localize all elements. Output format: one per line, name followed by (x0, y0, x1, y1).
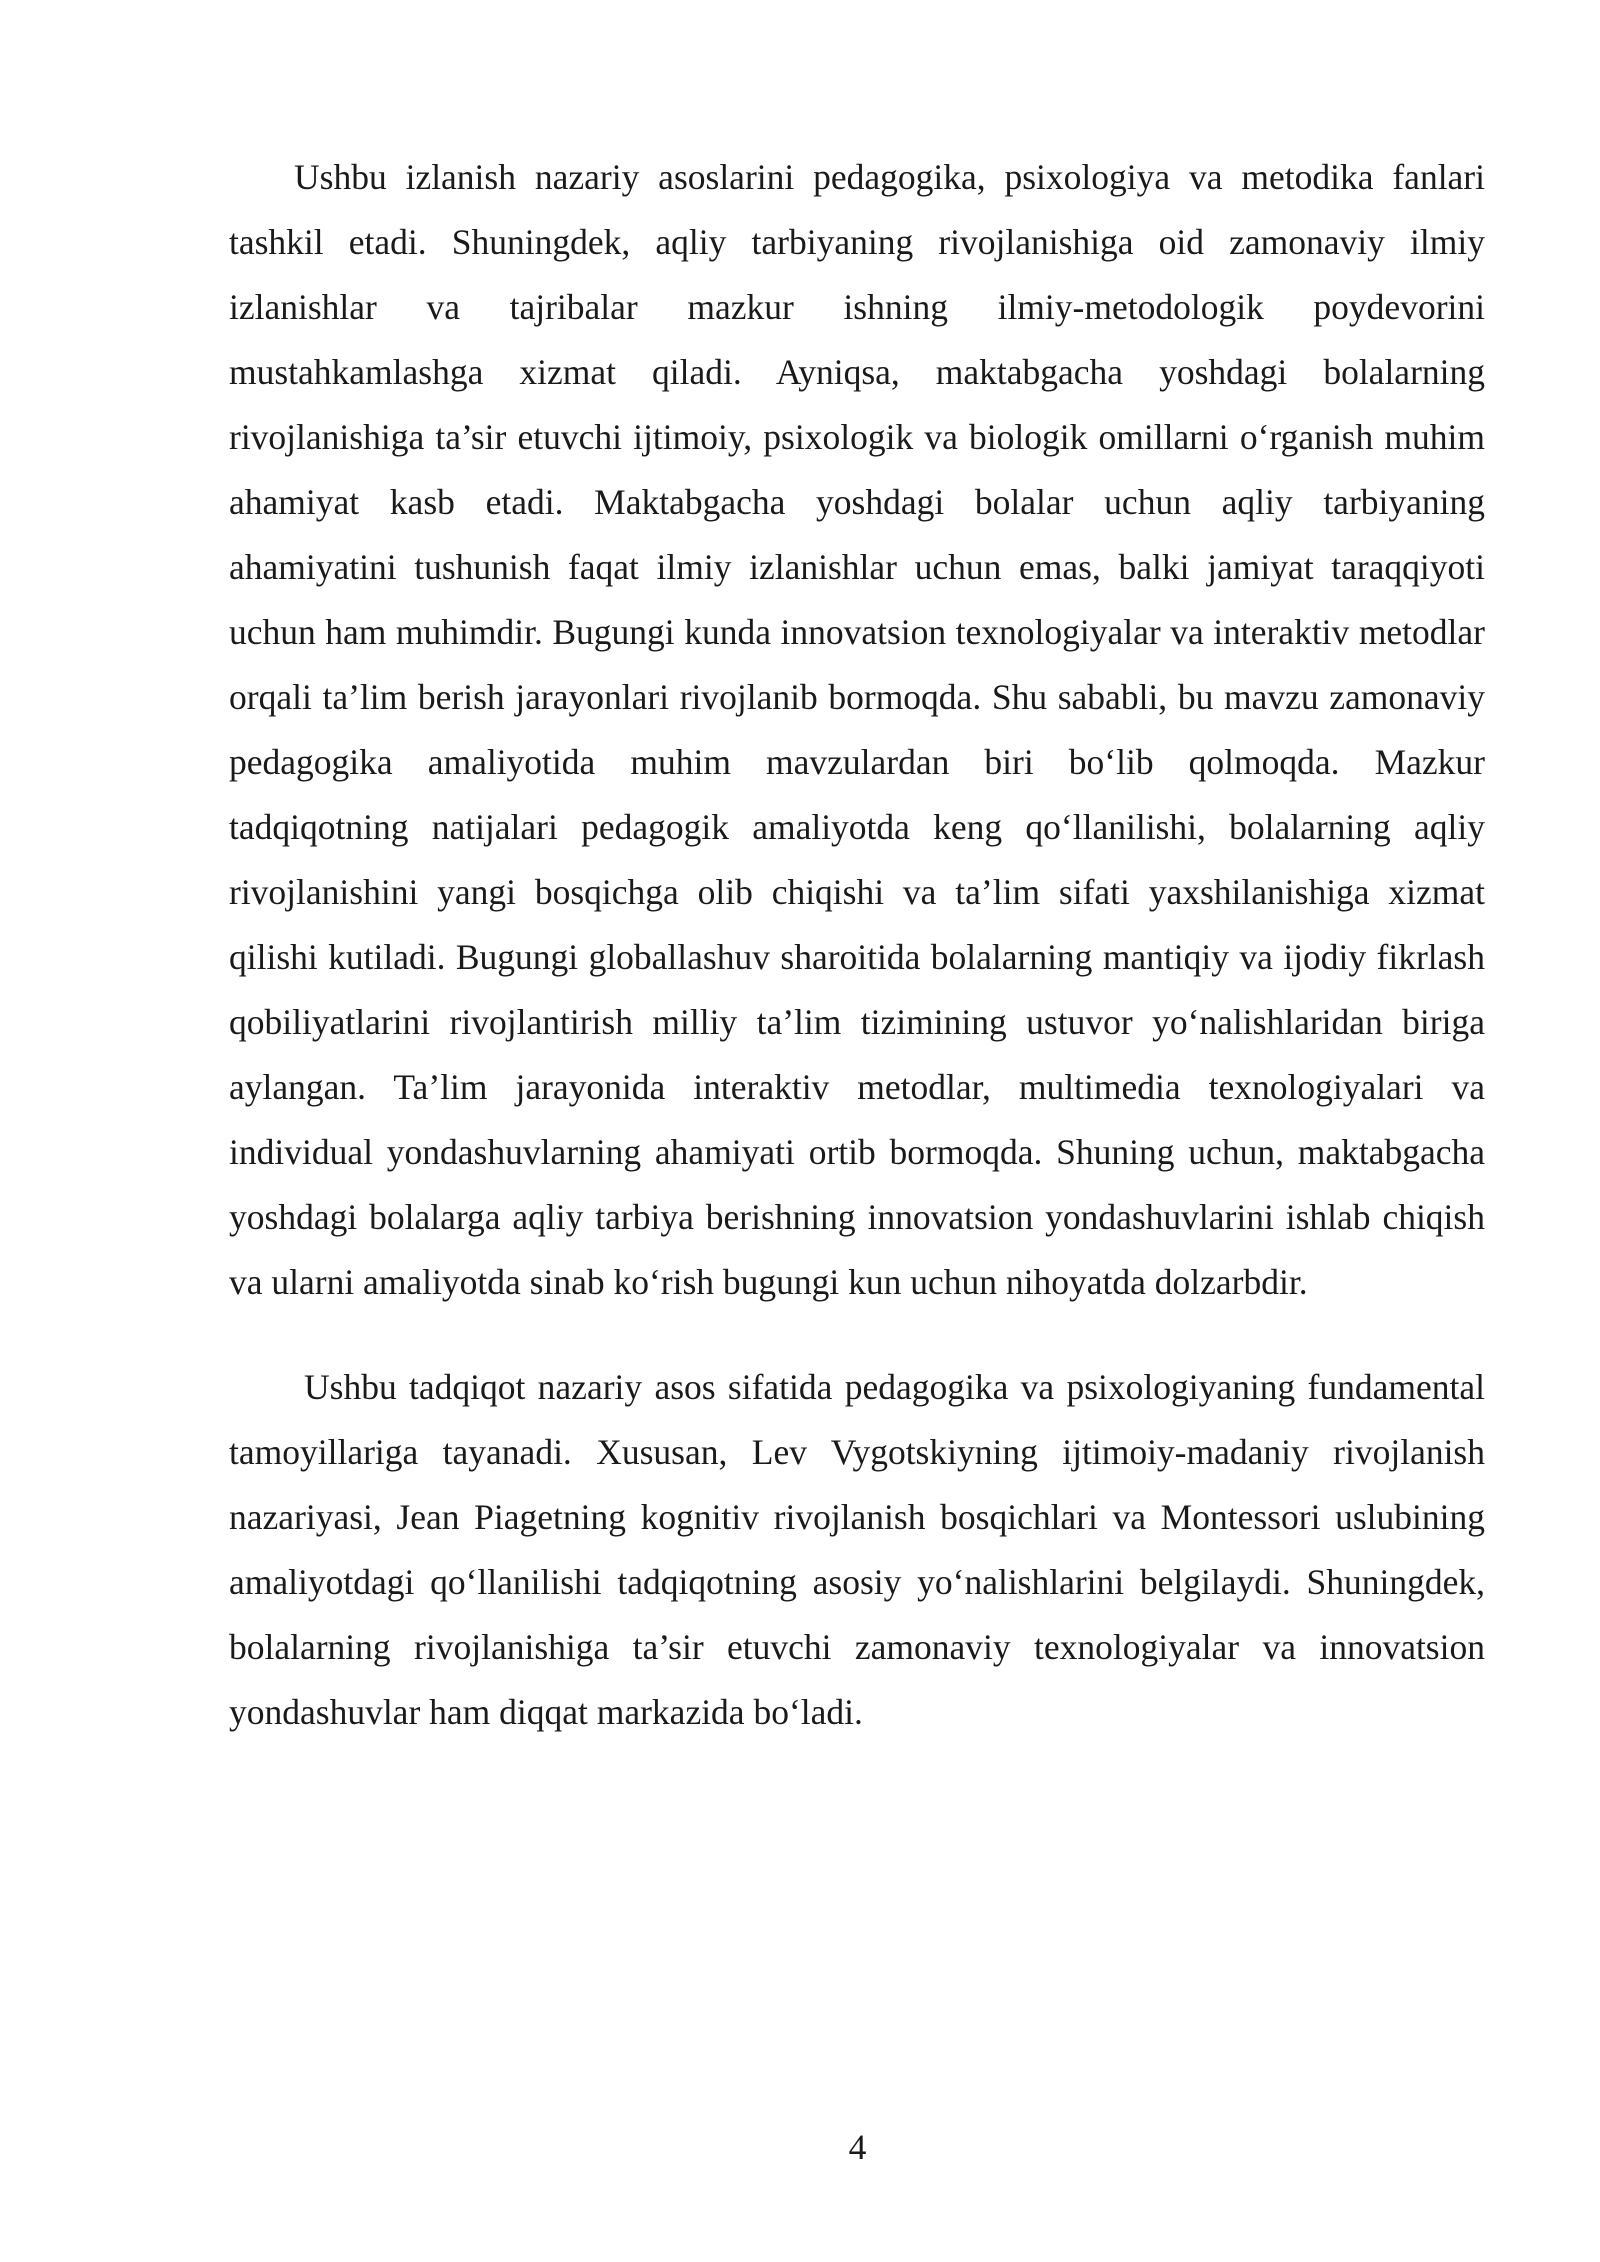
page-body (229, 145, 1485, 1745)
paragraph-1: Ushbu izlanish nazariy asoslarini pedagogika, psixologiya va metodika fanlari tashkil etadi. Shuningdek, aqliy tarbiyaning rivojlanishiga oid zamonaviy ilmiy izlanishlar va tajribalar mazkur ishning ilmiy-metodologik poydevorini mustahkamlashga xizmat qiladi. Ayniqsa, maktabgacha yoshdagi bolalarning rivojlanishiga ta’sir etuvchi ijtimoiy, psixologik va biologik omillarni o‘rganish muhim ahamiyat kasb etadi. Maktabgacha yoshdagi bolalar uchun aqliy tarbiyaning ahamiyatini tushunish faqat ilmiy izlanishlar uchun emas, balki jamiyat taraqqiyoti uchun ham muhimdir. Bugungi kunda innovatsion texnologiyalar va interaktiv metodlar orqali ta’lim berish jarayonlari rivojlanib bormoqda. Shu sababli, bu mavzu zamonaviy pedagogika amaliyotida muhim mavzulardan biri bo‘lib qolmoqda. Mazkur tadqiqotning natijalari pedagogik amaliyotda keng qo‘llanilishi, bolalarning aqliy rivojlanishini yangi bosqichga olib chiqishi va ta’lim sifati yaxshilanishiga xizmat qilishi kutiladi. Bugungi globallashuv sharoitida bolalarning mantiqiy va ijodiy fikrlash qobiliyatlarini rivojlantirish milliy ta’lim tizimining ustuvor yo‘nalishlaridan biriga aylangan. Ta’lim jarayonida interaktiv metodlar, multimedia texnologiyalari va individual yondashuvlarning ahamiyati ortib bormoqda. Shuning uchun, maktabgacha yoshdagi bolalarga aqliy tarbiya berishning innovatsion yondashuvlarini ishlab chiqish va ularni amaliyotda sinab ko‘rish bugungi kun uchun nihoyatda dolzarbdir. (229, 157, 1485, 1302)
paragraph-2: Ushbu tadqiqot nazariy asos sifatida pedagogika va psixologiyaning fundamental tamoyillariga tayanadi. Xususan, Lev Vygotskiyning ijtimoiy-madaniy rivojlanish nazariyasi, Jean Piagetning kognitiv rivojlanish bosqichlari va Montessori uslubining amaliyotdagi qo‘llanilishi tadqiqotning asosiy yo‘nalishlarini belgilaydi. Shuningdek, bolalarning rivojlanishiga ta’sir etuvchi zamonaviy texnologiyalar va innovatsion yondashuvlar ham diqqat markazida bo‘ladi. (229, 1367, 1485, 1732)
page-number: 4 (848, 2127, 867, 2167)
